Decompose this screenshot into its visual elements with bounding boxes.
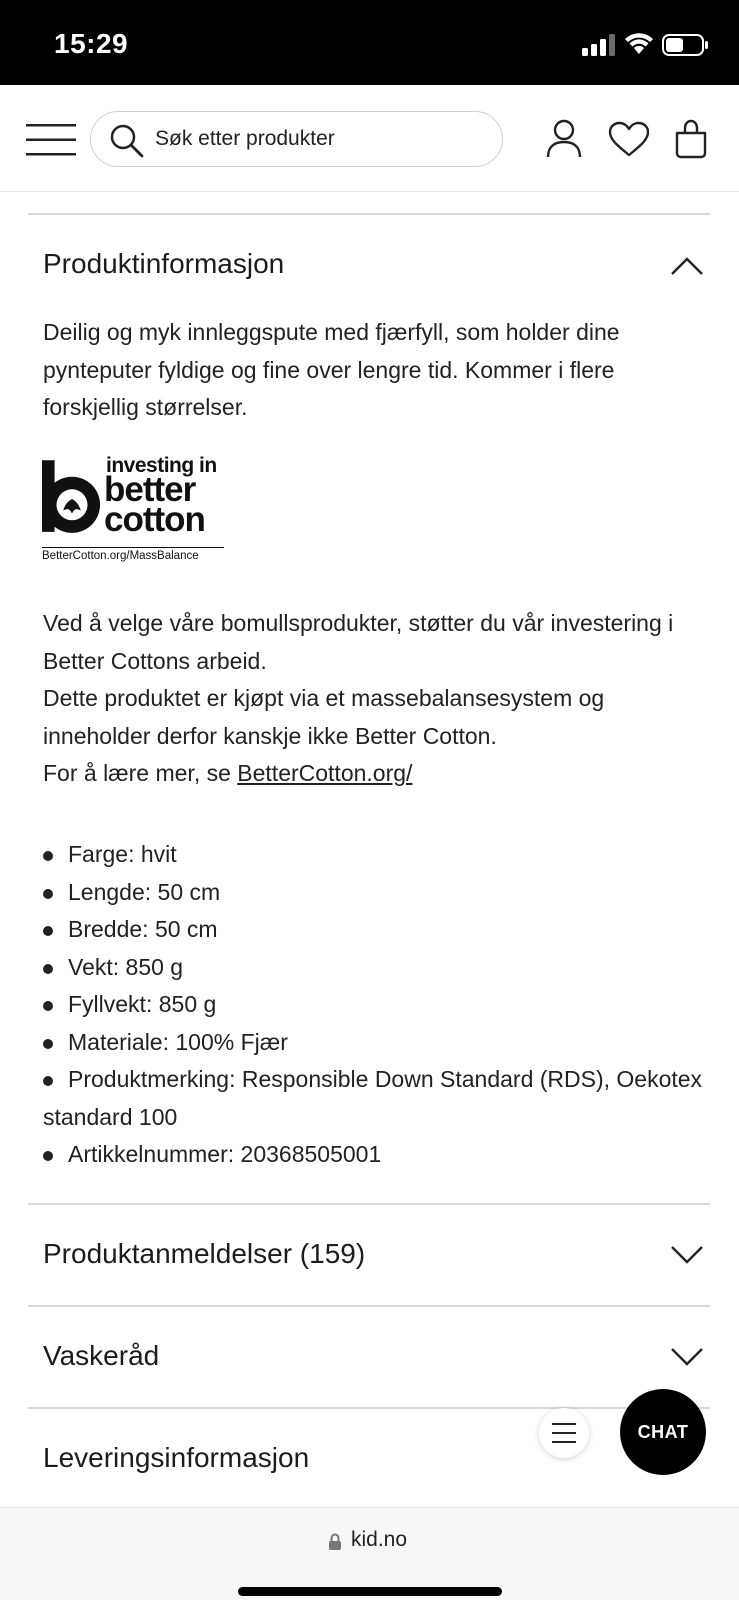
user-icon[interactable] xyxy=(546,119,582,159)
section-title-care: Vaskeråd xyxy=(43,1340,160,1371)
signal-icon xyxy=(582,34,618,56)
chevron-down-icon[interactable] xyxy=(670,1346,704,1366)
divider xyxy=(28,1407,710,1409)
logo-text-line1: investing in xyxy=(106,454,217,477)
section-title-reviews: Produktanmeldelser (159) xyxy=(43,1238,366,1269)
search-icon xyxy=(109,123,145,159)
better-cotton-para1: Ved å velge våre bomullsprodukter, støtter du vår investering i Better Cottons arbeid. xyxy=(43,610,674,674)
logo-url-text: BetterCotton.org/MassBalance xyxy=(42,547,224,562)
better-cotton-text xyxy=(43,605,703,793)
spec-list xyxy=(43,836,713,1174)
menu-icon[interactable] xyxy=(26,123,76,157)
wifi-icon xyxy=(624,32,654,56)
browser-domain: kid.no xyxy=(351,1528,408,1551)
home-indicator xyxy=(238,1587,502,1596)
spec-item-material: Materiale: 100% Fjær xyxy=(43,1024,713,1062)
spec-item-labeling: Produktmerking: Responsible Down Standard (RDS), Oekotex standard 100 xyxy=(43,1061,713,1136)
search-input[interactable] xyxy=(155,112,485,165)
spec-item-weight: Vekt: 850 g xyxy=(43,949,713,987)
search-box[interactable] xyxy=(90,111,503,167)
divider xyxy=(28,1305,710,1307)
spec-item-length: Lengde: 50 cm xyxy=(43,874,713,912)
status-bar xyxy=(0,0,739,85)
logo-text-line3: cotton xyxy=(104,500,205,539)
battery-icon xyxy=(662,34,710,56)
chevron-up-icon[interactable] xyxy=(670,256,704,276)
spec-item-width: Bredde: 50 cm xyxy=(43,911,713,949)
chevron-down-icon[interactable] xyxy=(670,1244,704,1264)
better-cotton-logo xyxy=(42,456,232,564)
bag-icon[interactable] xyxy=(674,119,708,159)
spec-item-color: Farge: hvit xyxy=(43,836,713,874)
product-description: Deilig og myk innleggspute med fjærfyll, som holder dine pynteputer fyldige og fine over lengre tid. Kommer i flere forskjellig størrelser. xyxy=(43,319,620,420)
better-cotton-link[interactable]: BetterCotton.org/ xyxy=(237,760,413,786)
list-icon xyxy=(552,1422,576,1444)
spec-item-fill-weight: Fyllvekt: 850 g xyxy=(43,986,713,1024)
status-time: 15:29 xyxy=(54,28,129,59)
floating-menu-button[interactable] xyxy=(539,1408,589,1458)
divider xyxy=(28,1203,710,1205)
lock-icon xyxy=(328,1533,342,1551)
better-cotton-para3-prefix: For å lære mer, se xyxy=(43,760,238,786)
site-header xyxy=(0,85,739,192)
spec-item-article-number: Artikkelnummer: 20368505001 xyxy=(43,1136,713,1174)
browser-address-bar[interactable] xyxy=(0,1507,739,1600)
section-title-product-info: Produktinformasjon xyxy=(43,248,285,279)
better-cotton-para2: Dette produktet er kjøpt via et massebalansesystem og inneholder derfor kanskje ikke Better Cotton. xyxy=(43,685,605,749)
better-cotton-b-mark xyxy=(42,460,102,536)
chat-button[interactable]: CHAT xyxy=(620,1389,706,1475)
section-title-delivery: Leveringsinformasjon xyxy=(43,1442,310,1473)
divider xyxy=(28,213,710,215)
heart-icon[interactable] xyxy=(608,121,650,157)
logo-text-line2: better xyxy=(104,470,196,509)
better-cotton-para3 xyxy=(43,755,703,793)
